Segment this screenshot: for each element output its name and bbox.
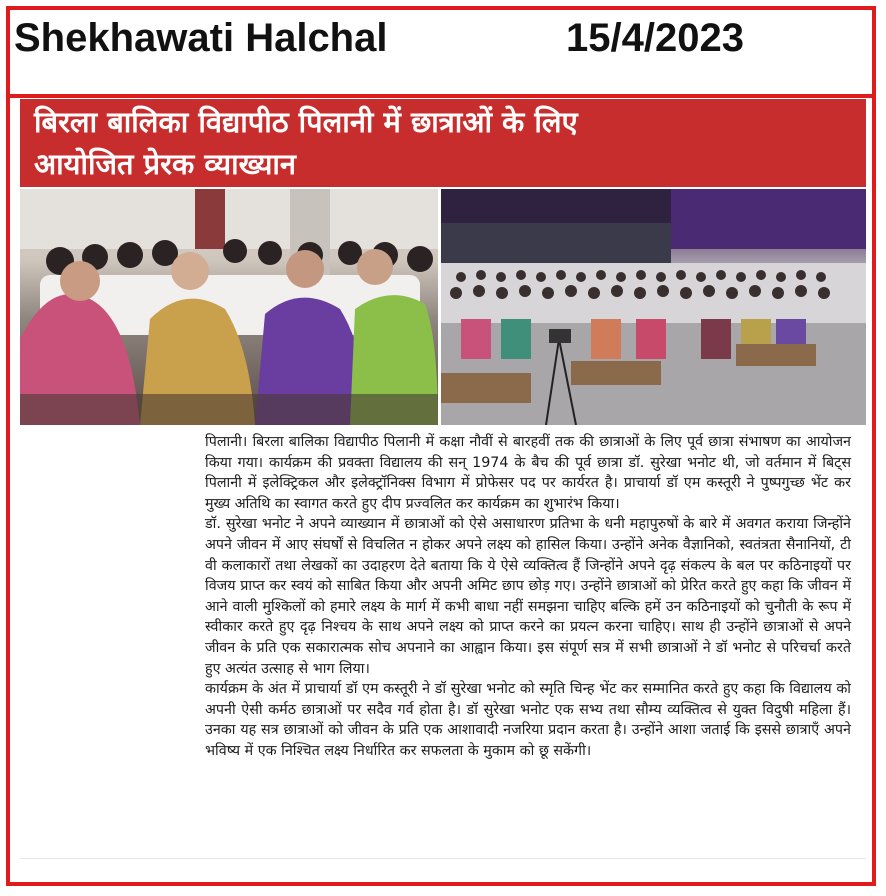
headline-line-1: बिरला बालिका विद्यापीठ पिलानी में छात्राओं के लिए [34, 105, 578, 139]
header-divider [10, 94, 876, 98]
article-paragraph-1: पिलानी। बिरला बालिका विद्यापीठ पिलानी में कक्षा नौवीं से बारहवीं तक की छात्राओं के लिए पूर्व छात्रा संभाषण का आयोजन किया गया। कार्यक्रम की प्रवक्ता विद्यालय की सन् 1974 के बैच की पूर्व छात्रा डॉ. सुरेखा भनोट थी, जो वर्तमान में बिट्स पिलानी में इलेक्ट्रिकल और इलेक्ट्रॉनिक्स विभाग में प्रोफेसर पद पर कार्यरत है। प्राचार्या डॉ एम कस्तूरी ने पुष्पगुच्छ भेंट कर मुख्य अतिथि का स्वागत करते हुए दीप प्रज्वलित कर कार्यक्रम का शुभारंभ किया। [205, 434, 851, 512]
publication-name: Shekhawati Halchal [14, 16, 388, 60]
event-photo-guests [20, 189, 438, 425]
headline-banner [20, 99, 866, 187]
publication-date: 15/4/2023 [566, 16, 744, 60]
blank-column [20, 432, 200, 852]
headline-line-2: आयोजित प्रेरक व्याख्यान [34, 147, 296, 181]
article-paragraph-2: डॉ. सुरेखा भनोट ने अपने व्याख्यान में छात्राओं को ऐसे असाधारण प्रतिभा के धनी महापुरुषों के बारे में अवगत कराया जिन्होंने अपने जीवन में आए संघर्षों से विचलित न होकर अपने लक्ष्य को हासिल किया। उन्होंने अनेक वैज्ञानिको, स्वतंत्रता सैनानियों, टी वी कलाकारों तथा लेखकों का उदाहरण देते बताया कि ये ऐसे व्यक्तित्व हैं जिन्होंने अपने दृढ़ संकल्प के बल पर कठिनाइयों पर विजय प्राप्त कर स्वयं को साबित किया और अपनी अमिट छाप छोड़ गए। उन्होंने छात्राओं को प्रेरित करते हुए कहा कि जीवन में आने वाली मुश्किलों को हमारे लक्ष्य के मार्ग में कभी बाधा नहीं समझना चाहिए बल्कि हमें उन कठिनाइयों को चुनौती के रूप में स्वीकार करते हुए दृढ़ निश्चय के साथ अपने लक्ष्य को प्राप्त करने का प्रयत्न करना चाहिए। साथ ही उन्होंने छात्राओं से अपने जीवन के प्रति एक सकारात्मक सोच अपनाने का आह्वान किया। इस संपूर्ण सत्र में सभी छात्राओं ने डॉ भनोट से परिचर्चा करते हुए अत्यंत उत्साह से भाग लिया। [205, 516, 851, 677]
article-body [205, 432, 851, 852]
event-photo-audience [441, 189, 866, 425]
bottom-divider [20, 858, 866, 859]
article-paragraph-3: कार्यक्रम के अंत में प्राचार्या डॉ एम कस्तूरी ने डॉ सुरेखा भनोट को स्मृति चिन्ह भेंट कर सम्मानित करते हुए कहा कि विद्यालय को अपनी ऐसी कर्मठ छात्राओं पर सदैव गर्व होता है। डॉ सुरेखा भनोट एक सभ्य तथा सौम्य व्यक्तित्व से युक्त विदुषी महिला हैं। उनका यह सत्र छात्राओं को जीवन के प्रति एक आशावादी नजरिया प्रदान करता है। उन्होंने आशा जताई कि इससे छात्राएँ अपने भविष्य में एक निश्चित लक्ष्य निर्धारित कर सफलता के मुकाम को छू सकेंगी। [205, 681, 851, 759]
